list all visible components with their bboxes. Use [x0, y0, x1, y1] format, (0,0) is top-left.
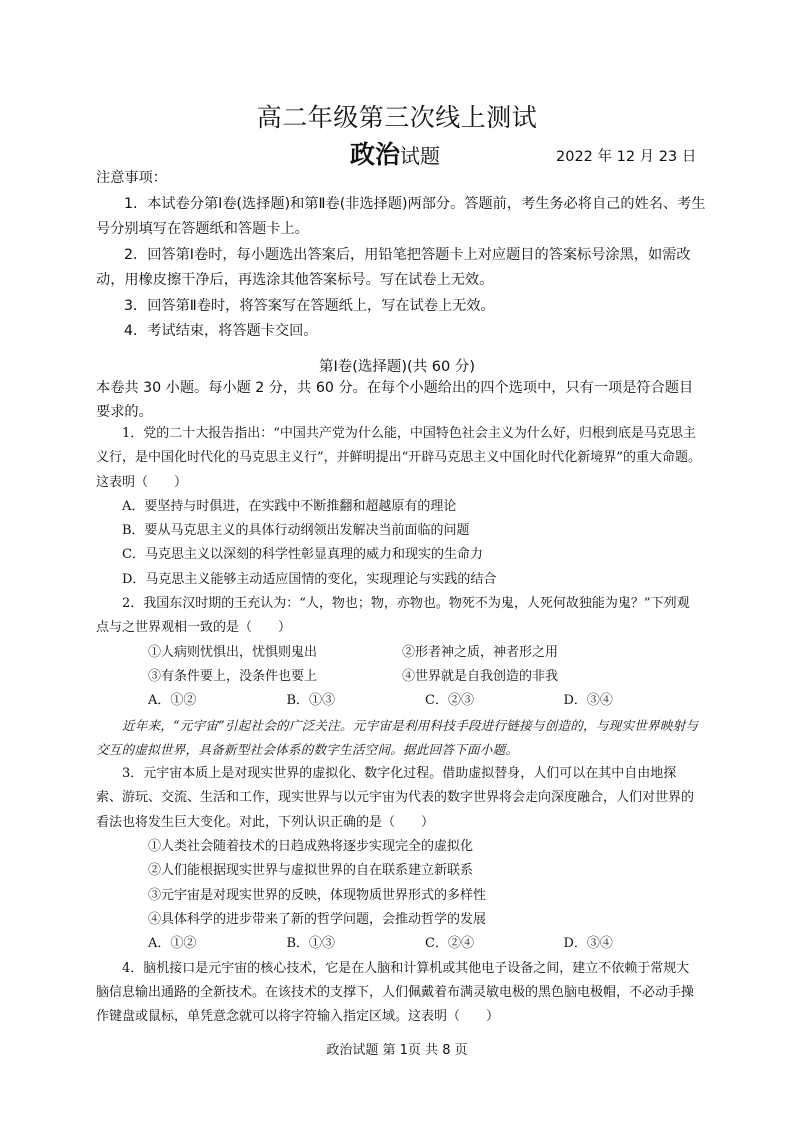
- statement: ④具体科学的进步带来了新的哲学问题，会推动哲学的发展: [148, 911, 487, 927]
- statement: ③有条件要上，没条件也要上: [148, 668, 318, 684]
- choice: D．③④: [563, 936, 613, 952]
- note-item: 4．考试结束，将答题卡交回。: [124, 323, 318, 339]
- notes-section: [96, 166, 706, 345]
- question-1-stem: 1．党的二十大报告指出：“中国共产党为什么能，中国特色社会主义为什么好，归根到底是马克思主义行，是中国化时代化的马克思主义行”，并鲜明提出“开辟马克思主义中国化时代化新境界”的重大命题。这表明（ ）: [96, 426, 701, 490]
- question-1-option-d: D．马克思主义能够主动适应国情的变化，实现理论与实践的结合: [122, 571, 497, 587]
- question-2-stem: 2．我国东汉时期的王充认为：“人，物也；物，亦物也。物死不为鬼，人死何故独能为鬼？”下列观点与之世界观相一致的是（ ）: [96, 596, 690, 636]
- choice: B．①③: [286, 936, 336, 952]
- statement: ②人们能根据现实世界与虚拟世界的自在联系建立新联系: [148, 863, 474, 879]
- questions-body: [96, 422, 702, 1029]
- section-intro: 本卷共 30 小题。每小题 2 分，共 60 分。在每个小题给出的四个选项中，只有一项是符合题目要求的。: [96, 380, 694, 420]
- question-4-stem: 4．脑机接口是元宇宙的核心技术，它是在人脑和计算机或其他电子设备之间，建立不依赖于常规大脑信息输出通路的全新技术。在该技术的支撑下，人们佩戴着布满灵敏电极的黑色脑电极帽，不必动手操作键盘或鼠标，单凭意念就可以将字符输入指定区域。这表明（ ）: [96, 960, 695, 1025]
- exam-title: 高二年级第三次线上测试: [256, 103, 538, 132]
- exam-date: 2022 年 12 月 23 日: [556, 149, 697, 165]
- question-1-option-a: A．要坚持与时俱进，在实践中不断推翻和超越原有的理论: [122, 498, 457, 514]
- subject-rest: 试题: [400, 144, 441, 168]
- question-2-statements-row: [96, 641, 702, 665]
- statement: ④世界就是自我创造的非我: [402, 668, 559, 684]
- subject-bold: 政治: [350, 140, 401, 169]
- question-3-choices: [96, 932, 702, 956]
- note-item: 3．回答第Ⅱ卷时，将答案写在答题纸上，写在试卷上无效。: [124, 297, 495, 314]
- choice: A．①②: [148, 693, 197, 709]
- question-1-option-c: C．马克思主义以深刻的科学性彰显真理的威力和现实的生命力: [122, 547, 483, 563]
- statement: ①人类社会随着技术的日趋成熟将逐步实现完全的虚拟化: [148, 839, 474, 855]
- choice: D．③④: [563, 693, 613, 709]
- question-2-choices: [96, 689, 702, 713]
- choice: C．②③: [425, 693, 474, 709]
- question-2-statements-row: [96, 665, 702, 689]
- statement: ①人病则忧惧出，忧惧则鬼出: [148, 644, 318, 660]
- note-item: 2．回答第Ⅰ卷时，每小题选出答案后，用铅笔把答题卡上对应题目的答案标号涂黑，如需改动，用橡皮擦干净后，再选涂其他答案标号。写在试卷上无效。: [96, 246, 691, 288]
- question-1-option-b: B．要从马克思主义的具体行动纲领出发解决当前面临的问题: [122, 523, 470, 539]
- section-heading: 第Ⅰ卷(选择题)(共 60 分): [318, 359, 476, 375]
- statement: ②形者神之质，神者形之用: [402, 644, 559, 660]
- page-footer: 政治试题 第 1页 共 8 页: [326, 1043, 468, 1058]
- statement: ③元宇宙是对现实世界的反映，体现物质世界形式的多样性: [148, 887, 487, 903]
- reading-material: 近年来，“元宇宙”引起社会的广泛关注。元宇宙是利用科技手段进行链接与创造的，与现实世界映射与交互的虚拟世界，具备新型社会体系的数字生活空间。据此回答下面小题。: [96, 717, 699, 757]
- note-item: 1．本试卷分第Ⅰ卷(选择题)和第Ⅱ卷(非选择题)两部分。答题前，考生务必将自己的姓名、考生号分别填写在答题纸和答题卡上。: [96, 195, 706, 237]
- choice: B．①③: [286, 693, 336, 709]
- choice: A．①②: [148, 936, 197, 952]
- notes-heading: 注意事项：: [96, 170, 167, 186]
- question-3-stem: 3．元宇宙本质上是对现实世界的虚拟化、数字化过程。借助虚拟替身，人们可以在其中自由地探索、游玩、交流、生活和工作，现实世界与以元宇宙为代表的数字世界将会走向深度融合，人们对世界的看法也将发生巨大变化。对此，下列认识正确的是（ ）: [96, 766, 695, 830]
- choice: C．②④: [425, 936, 474, 952]
